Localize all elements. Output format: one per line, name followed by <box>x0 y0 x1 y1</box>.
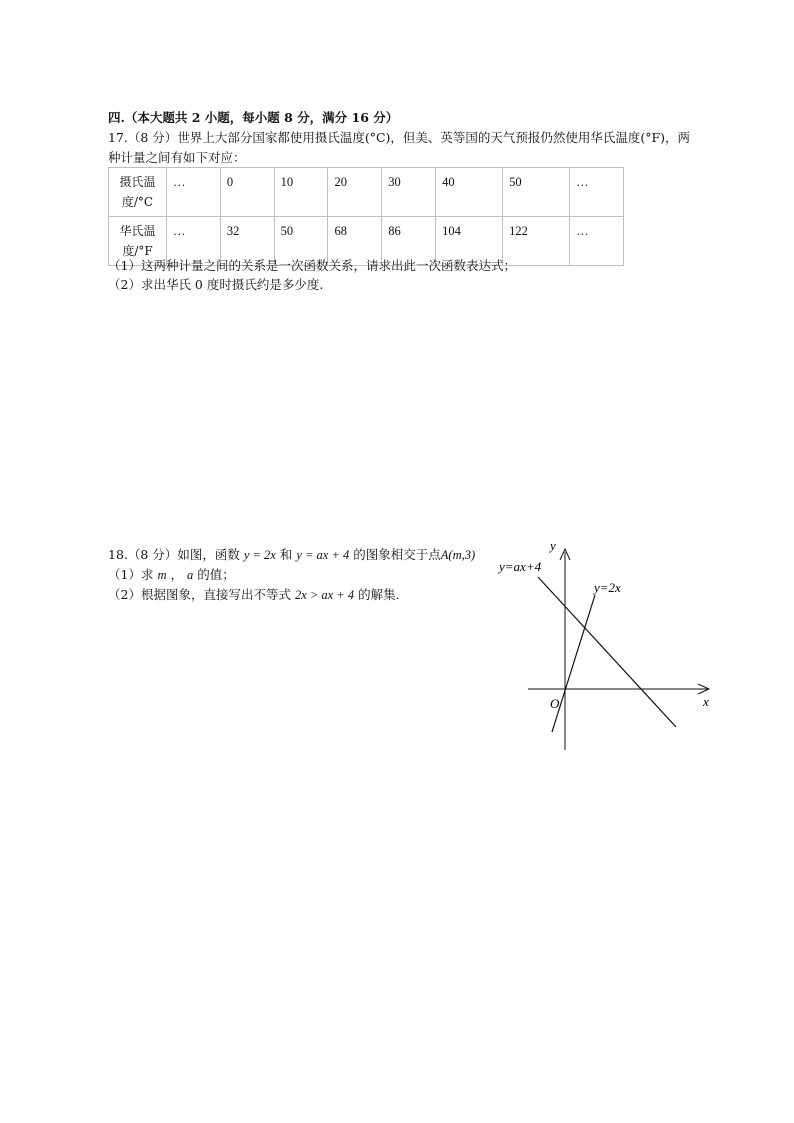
q17-line1 <box>108 130 690 146</box>
table-cell: 50 <box>274 217 328 266</box>
table-cell: 10 <box>274 168 328 217</box>
q18-text-c: 的图象相交于点 <box>353 547 441 562</box>
table-cell: 32 <box>220 217 274 266</box>
q17-part1: （1）这两种计量之间的关系是一次函数关系，请求出此一次函数表达式； <box>108 258 516 273</box>
q18-part1-b: 的值； <box>197 567 235 582</box>
q18-number: 18.（8 分） <box>108 547 178 562</box>
q18-part1-a: （1）求 <box>108 567 154 582</box>
celsius-header <box>109 168 167 217</box>
table-cell: 50 <box>503 168 570 217</box>
q18-part2-a: （2）根据图象，直接写出不等式 <box>108 587 291 602</box>
q18-var-m: m <box>157 568 167 582</box>
table-cell: 20 <box>328 168 382 217</box>
celsius-header-l2: 度/°C <box>121 195 154 209</box>
q18-eq1: y = 2x <box>243 548 276 562</box>
x-axis-label: x <box>703 694 709 709</box>
y-axis-label: y <box>550 540 556 553</box>
label-y-2x: y=2x <box>594 580 621 595</box>
q18-text-b: 和 <box>279 547 293 562</box>
temperature-table <box>108 167 624 266</box>
q18-line1 <box>108 547 475 563</box>
table-cell: 86 <box>382 217 436 266</box>
table-cell: … <box>167 217 221 266</box>
fahrenheit-header-l2: 度/°F <box>122 244 153 258</box>
q18-part2 <box>108 587 400 603</box>
fahrenheit-header-l1: 华氏温 <box>119 224 156 238</box>
table-cell: 40 <box>436 168 503 217</box>
table-cell: … <box>570 168 624 217</box>
q18-var-a: a <box>186 568 194 582</box>
section-title: 四.（本大题共 2 小题，每小题 8 分，满分 16 分） <box>108 110 399 125</box>
q18-inequality: 2x > ax + 4 <box>294 588 355 602</box>
table-cell: 104 <box>436 217 503 266</box>
function-graph <box>490 540 730 760</box>
label-y-ax-plus-4: y=ax+4 <box>499 559 542 574</box>
table-cell: 122 <box>503 217 570 266</box>
table-cell: … <box>570 217 624 266</box>
q17-number: 17.（8 分） <box>108 130 178 145</box>
celsius-header-l1: 摄氏温 <box>119 175 156 189</box>
q17-text-line1: 世界上大部分国家都使用摄氏温度(°C)，但美、英等国的天气预报仍然使用华氏温度(°F)，两 <box>177 130 691 145</box>
q18-eq2: y = ax + 4 <box>296 548 350 562</box>
q17-line2: 种计量之间有如下对应： <box>108 150 246 165</box>
table-cell: 30 <box>382 168 436 217</box>
q18-point: A(m,3) <box>440 548 476 562</box>
table-row <box>109 168 624 217</box>
q18-text-a: 如图，函数 <box>177 547 240 562</box>
origin-label: O <box>550 696 560 711</box>
q18-part2-b: 的解集. <box>358 587 400 602</box>
table-cell: 0 <box>220 168 274 217</box>
q18-part1 <box>108 567 235 583</box>
q17-part2: （2）求出华氏 0 度时摄氏约是多少度. <box>108 277 324 292</box>
table-cell: 68 <box>328 217 382 266</box>
q18-part1-sep: ， <box>170 567 183 582</box>
table-cell: … <box>167 168 221 217</box>
